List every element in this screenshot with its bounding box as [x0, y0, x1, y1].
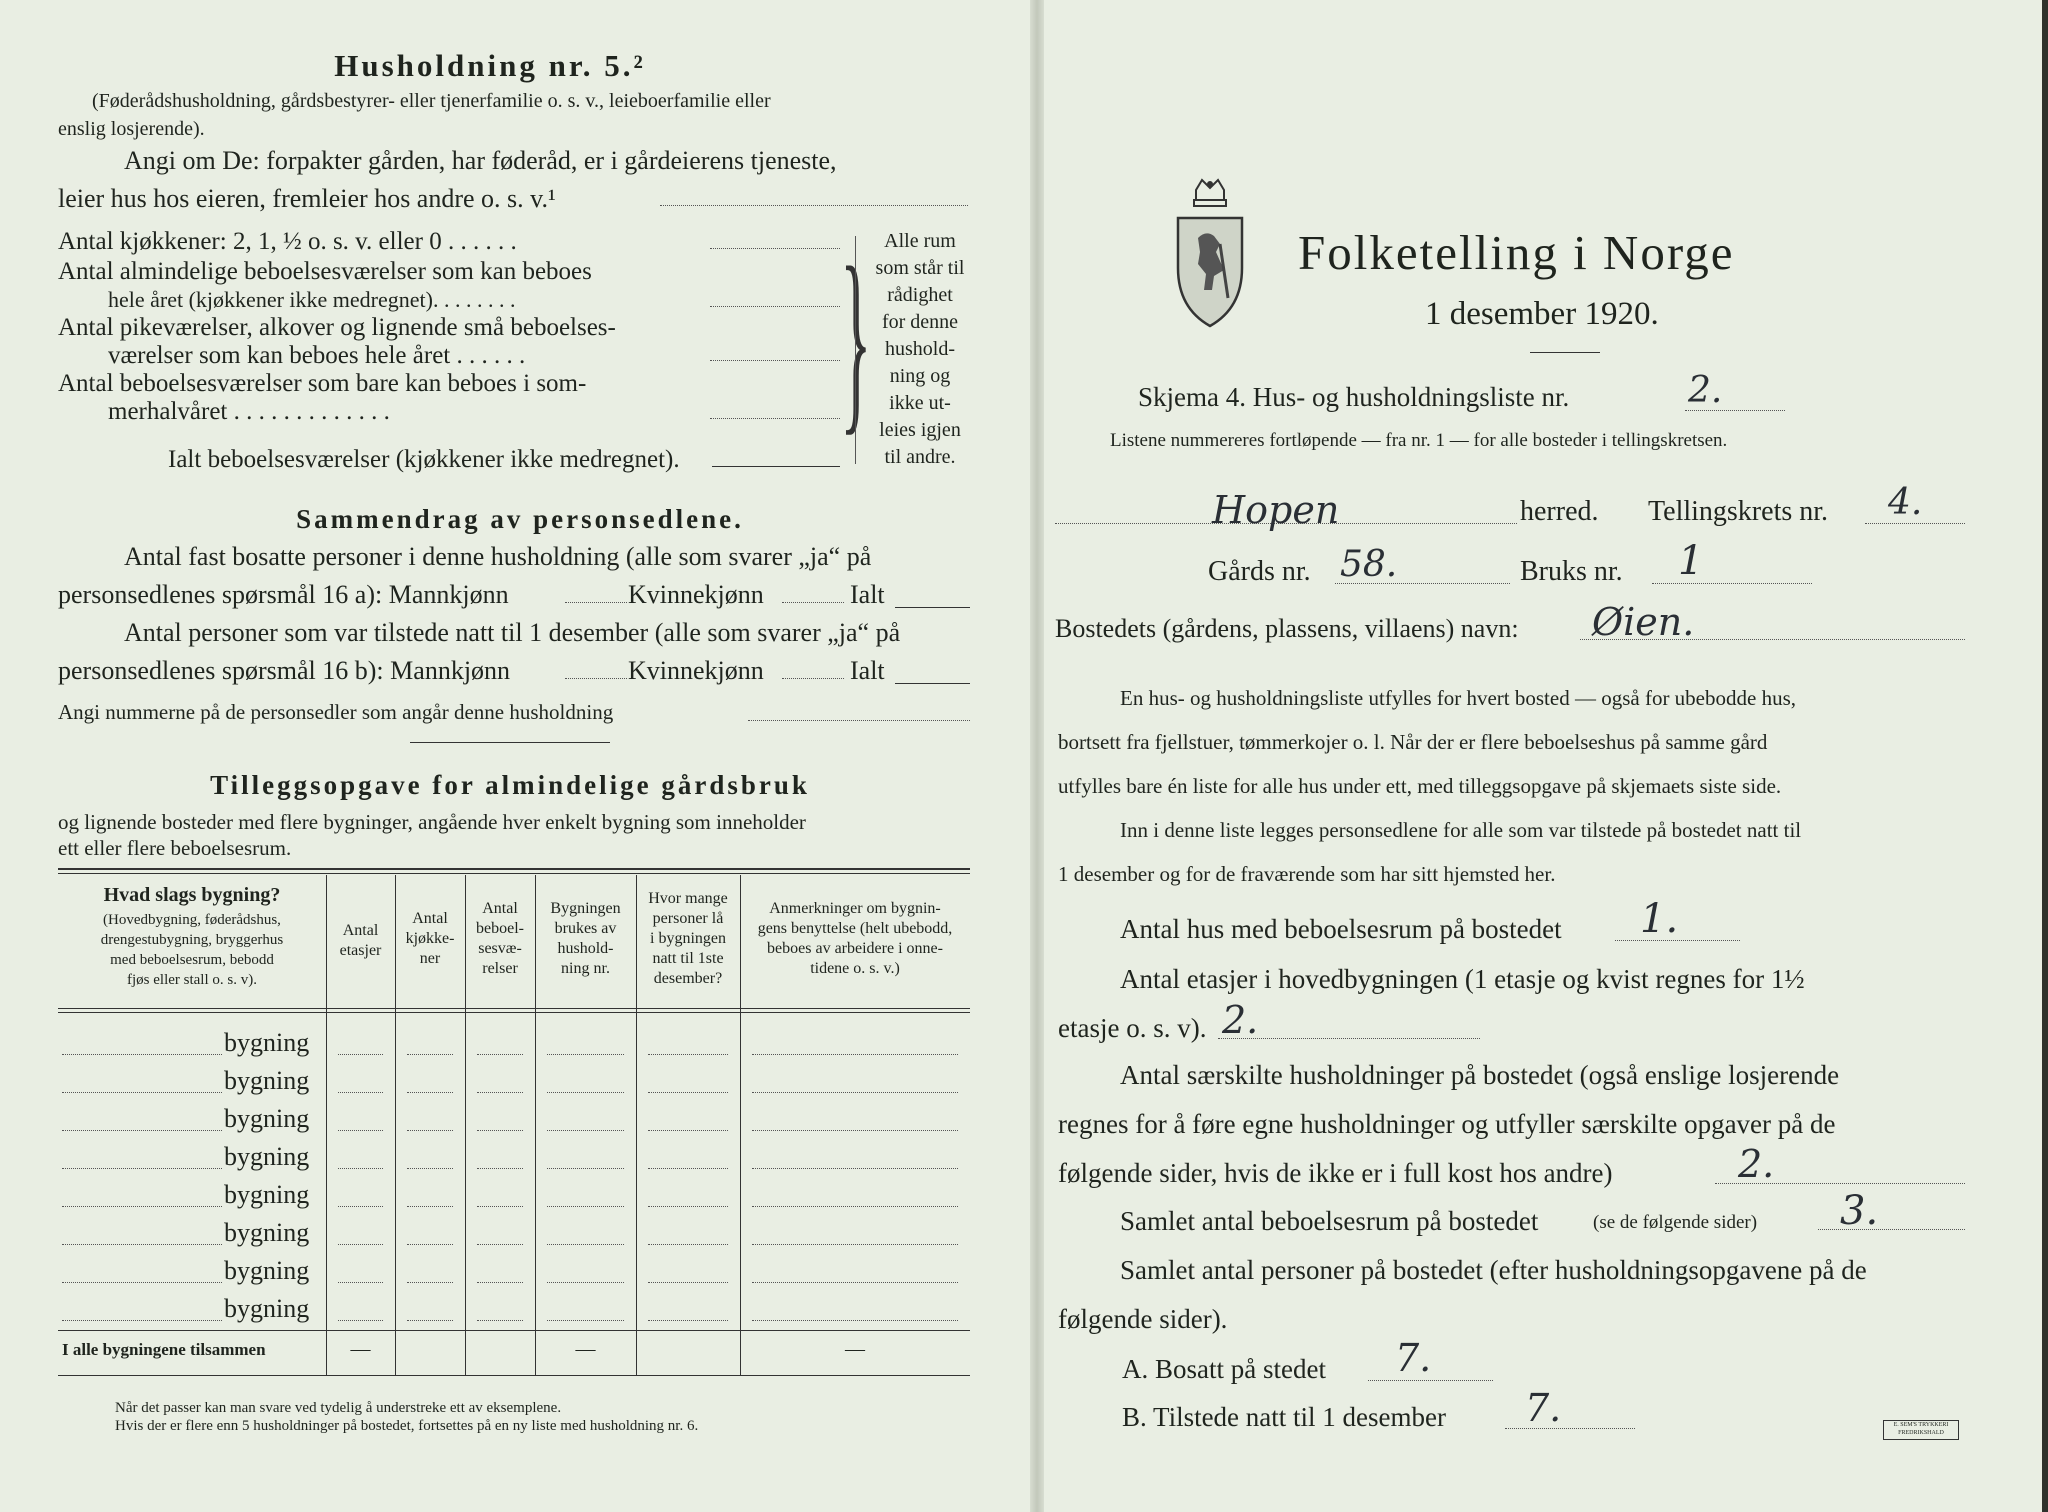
summary-tilstede-kvinner: Kvinnekjønn — [628, 656, 764, 685]
herred-label: herred. — [1520, 496, 1599, 527]
total-husholdning-dash: — — [575, 1338, 596, 1360]
rooms-summer-1: Antal beboelsesværelser som bare kan beboes i som- — [58, 370, 587, 397]
answer-small — [710, 360, 840, 361]
table-cell-line — [752, 1130, 958, 1131]
table-top-rule — [58, 868, 970, 870]
table-cell-line — [338, 1054, 383, 1055]
th-building-note: fjøs eller stall o. s. v). — [127, 972, 257, 988]
table-cell-line — [752, 1244, 958, 1245]
answer-nummerne — [748, 720, 970, 721]
table-cell-line — [648, 1244, 728, 1245]
angi-line-1: Angi om De: forpakter gården, har føderåd, er i gårdeierens tjeneste, — [124, 146, 837, 175]
rooms-ordinary-1: Antal almindelige beboelsesværelser som kan beboes — [58, 258, 592, 285]
side-note-line: for denne — [881, 311, 959, 333]
table-bottom-rule — [58, 1375, 970, 1376]
answer-ordinary — [710, 306, 840, 307]
q-bosatt-label: A. Bosatt på stedet — [1122, 1354, 1326, 1384]
building-type-line — [62, 1092, 222, 1093]
angi-line-2: leier hus hos eieren, fremleier hos andre o. s. v.¹ — [58, 184, 556, 213]
intro-line-1: (Føderådshusholdning, gårdsbestyrer- eller tjenerfamilie o. s. v., leieboerfamilie eller — [92, 90, 771, 112]
building-row-label: bygning — [224, 1180, 310, 1209]
table-cell-line — [338, 1092, 383, 1093]
table-cell-line — [338, 1168, 383, 1169]
th-vaerelser: Antal — [482, 900, 518, 917]
th-anmerkninger: tidene o. s. v.) — [810, 960, 900, 977]
angi-answer-line — [660, 205, 968, 206]
table-cell-line — [477, 1206, 523, 1207]
table-cell-line — [477, 1092, 523, 1093]
th-personer: Hvor mange — [648, 890, 728, 907]
brace-line — [855, 236, 856, 464]
table-cell-line — [547, 1168, 624, 1169]
th-building: Hvad slags bygning? — [103, 884, 281, 906]
q-pers-1: Samlet antal personer på bostedet (efter husholdningsopgavene på de — [1120, 1255, 1867, 1285]
census-date: 1 desember 1920. — [1425, 296, 1659, 332]
th-husholdning: hushold- — [557, 940, 614, 957]
table-total-rule — [58, 1330, 970, 1331]
supplement-intro-1: og lignende bosteder med flere bygninger, angående hver enkelt bygning som inneholder — [58, 810, 806, 834]
q-etasjer-2: etasje o. s. v). — [1058, 1013, 1207, 1043]
q-bosatt-value: 7. — [1395, 1336, 1432, 1380]
instruction-1: En hus- og husholdningsliste utfylles for hvert bosted — også for ubebodde hus, — [1120, 686, 1796, 710]
table-cell-line — [752, 1054, 958, 1055]
intro-line-2: enslig losjerende). — [58, 118, 205, 140]
total-etasjer-dash: — — [350, 1338, 371, 1360]
bosted-value: Øien. — [1592, 600, 1695, 644]
building-row-label: bygning — [224, 1142, 310, 1171]
building-type-line — [62, 1244, 222, 1245]
q-hush-2: regnes for å føre egne husholdninger og utfyller særskilte opgaver på de — [1058, 1109, 1836, 1139]
building-type-line — [62, 1168, 222, 1169]
bruks-line — [1652, 583, 1812, 584]
rooms-small-2: værelser som kan beboes hele året . . . . . . — [108, 342, 526, 369]
q-tilstede-value: 7. — [1525, 1386, 1562, 1430]
q-hush-3: følgende sider, hvis de ikke er i full kost hos andre) — [1058, 1158, 1613, 1188]
table-cell-line — [648, 1054, 728, 1055]
krets-line — [1865, 523, 1965, 524]
table-cell-line — [547, 1206, 624, 1207]
building-type-line — [62, 1130, 222, 1131]
building-row-label: bygning — [224, 1256, 310, 1285]
th-kjokkener: kjøkke- — [405, 930, 455, 947]
norway-coat-of-arms-icon — [1170, 178, 1250, 330]
answer-tilstede-ialt — [895, 683, 970, 684]
th-husholdning: Bygningen — [550, 900, 621, 917]
rooms-ordinary-2: hele året (kjøkkener ikke medregnet). . . . . . . . — [108, 287, 516, 312]
summary-tilstede-1: Antal personer som var tilstede natt til 1 desember (alle som svarer „ja“ på — [124, 618, 901, 647]
table-cell-line — [407, 1320, 453, 1321]
instruction-2: bortsett fra fjellstuer, tømmerkojer o. l. Når der er flere beboelseshus på samme gård — [1058, 730, 1768, 754]
rooms-small-1: Antal pikeværelser, alkover og lignende små beboelses- — [58, 314, 616, 341]
table-cell-line — [648, 1320, 728, 1321]
gards-value: 58. — [1340, 544, 1398, 585]
krets-label: Tellingskrets nr. — [1648, 496, 1829, 527]
q-etasjer-1: Antal etasjer i hovedbygningen (1 etasje og kvist regnes for 1½ — [1120, 964, 1805, 994]
th-personer: natt til 1ste — [652, 950, 724, 967]
q-hus-label: Antal hus med beboelsesrum på bostedet — [1120, 914, 1562, 944]
bosted-label: Bostedets (gårdens, plassens, villaens) navn: — [1055, 614, 1519, 643]
supplement-title: Tilleggsopgave for almindelige gårdsbruk — [210, 770, 810, 800]
brace: } — [840, 227, 872, 454]
th-kjokkener: Antal — [412, 910, 448, 927]
table-cell-line — [547, 1130, 624, 1131]
answer-tilstede-kvinner — [782, 678, 844, 679]
section-divider — [410, 742, 610, 743]
table-cell-line — [477, 1130, 523, 1131]
answer-tilstede-menn — [565, 678, 627, 679]
table-cell-line — [752, 1320, 958, 1321]
building-type-line — [62, 1054, 222, 1055]
table-cell-line — [547, 1054, 624, 1055]
summary-bosatte-1: Antal fast bosatte personer i denne husholdning (alle som svarer „ja“ på — [124, 542, 872, 571]
table-top-rule-2 — [58, 873, 970, 874]
answer-kitchens — [710, 248, 840, 249]
table-cell-line — [477, 1244, 523, 1245]
rooms-summer-2: merhalvåret . . . . . . . . . . . . . — [108, 398, 390, 425]
numbering-note: Listene nummereres fortløpende — fra nr. 1 — for alle bosteder i tellingskretsen. — [1110, 430, 1728, 451]
side-note-line: ning og — [889, 365, 951, 387]
table-cell-line — [648, 1092, 728, 1093]
th-anmerkninger: Anmerkninger om bygnin- — [769, 900, 941, 917]
q-rum-label: Samlet antal beboelsesrum på bostedet — [1120, 1206, 1539, 1236]
answer-summer — [710, 418, 840, 419]
th-etasjer: etasjer — [339, 942, 382, 959]
title-rule — [1530, 352, 1600, 353]
table-cell-line — [648, 1130, 728, 1131]
table-cell-line — [338, 1244, 383, 1245]
table-cell-line — [547, 1244, 624, 1245]
q-etasjer-value: 2. — [1222, 998, 1259, 1042]
rooms-total: Ialt beboelsesværelser (kjøkkener ikke medregnet). — [168, 446, 680, 473]
building-row-label: bygning — [224, 1028, 310, 1057]
summary-nummerne: Angi nummerne på de personsedler som angår denne husholdning — [58, 700, 614, 724]
table-cell-line — [407, 1206, 453, 1207]
summary-bosatte-ialt: Ialt — [850, 580, 885, 609]
building-type-line — [62, 1282, 222, 1283]
table-header-rule-2 — [58, 1012, 970, 1013]
supplement-intro-2: ett eller flere beboelsesrum. — [58, 836, 292, 860]
total-anmerkning-dash: — — [845, 1338, 865, 1360]
side-note-line: ikke ut- — [889, 392, 951, 414]
q-hus-value: 1. — [1640, 896, 1679, 942]
census-title: Folketelling i Norge — [1298, 225, 1735, 280]
schema-label: Skjema 4. Hus- og husholdningsliste nr. — [1138, 382, 1570, 412]
instruction-5: 1 desember og for de fraværende som har sitt hjemsted her. — [1058, 862, 1556, 886]
summary-tilstede-2: personsedlenes spørsmål 16 b): Mannkjønn — [58, 656, 511, 685]
th-vaerelser: sesvæ- — [478, 940, 522, 957]
table-cell-line — [407, 1092, 453, 1093]
q-rum-note: (se de følgende sider) — [1593, 1212, 1758, 1233]
table-cell-line — [648, 1168, 728, 1169]
side-note-line: Alle rum — [884, 230, 956, 252]
table-cell-line — [338, 1130, 383, 1131]
table-cell-line — [648, 1206, 728, 1207]
footnote-1: Når det passer kan man svare ved tydelig å understreke ett av eksemplene. — [115, 1400, 562, 1416]
herred-value: Hopen — [1212, 488, 1340, 532]
side-note-line: rådighet — [887, 284, 953, 306]
schema-value: 2. — [1688, 370, 1723, 411]
table-cell-line — [407, 1244, 453, 1245]
table-cell-line — [338, 1282, 383, 1283]
summary-bosatte-2: personsedlenes spørsmål 16 a): Mannkjønn — [58, 580, 509, 609]
q-hush-value: 2. — [1738, 1142, 1775, 1186]
th-kjokkener: ner — [419, 950, 441, 967]
table-cell-line — [547, 1092, 624, 1093]
th-building-note: (Hovedbygning, føderådshus, — [103, 912, 281, 928]
table-cell-line — [477, 1054, 523, 1055]
side-note-line: som står til — [875, 257, 965, 279]
building-type-line — [62, 1320, 222, 1321]
footnote-2: Hvis der er flere enn 5 husholdninger på bostedet, fortsettes på en ny liste med husholdning nr. 6. — [115, 1418, 699, 1434]
th-etasjer: Antal — [342, 922, 379, 939]
th-husholdning: brukes av — [554, 920, 617, 937]
table-cell-line — [752, 1092, 958, 1093]
th-husholdning: ning nr. — [561, 960, 610, 977]
table-cell-line — [407, 1168, 453, 1169]
bruks-label: Bruks nr. — [1520, 556, 1623, 587]
side-note-line: hushold- — [885, 338, 955, 360]
table-cell-line — [407, 1282, 453, 1283]
table-cell-line — [407, 1130, 453, 1131]
household-title: Husholdning nr. 5.² — [334, 48, 646, 83]
answer-bosatte-ialt — [895, 607, 970, 608]
q-hush-1: Antal særskilte husholdninger på bostedet (også enslige losjerende — [1120, 1060, 1840, 1090]
bruks-value: 1 — [1678, 538, 1704, 584]
summary-bosatte-kvinner: Kvinnekjønn — [628, 580, 764, 609]
building-row-label: bygning — [224, 1066, 310, 1095]
th-building-note: med beboelsesrum, bebodd — [110, 952, 274, 968]
th-vaerelser: relser — [482, 960, 518, 977]
table-cell-line — [752, 1282, 958, 1283]
sheet-edge — [2042, 0, 2048, 1512]
summary-tilstede-ialt: Ialt — [850, 656, 885, 685]
rooms-kitchens: Antal kjøkkener: 2, 1, ½ o. s. v. eller 0 . . . . . . — [58, 228, 517, 255]
summary-title: Sammendrag av personsedlene. — [296, 504, 744, 534]
q-rum-value: 3. — [1840, 1188, 1879, 1234]
table-cell-line — [547, 1282, 624, 1283]
table-cell-line — [477, 1168, 523, 1169]
th-personer: i bygningen — [650, 930, 726, 947]
th-building-note: drengestubygning, bryggerhus — [100, 932, 284, 948]
table-cell-line — [752, 1206, 958, 1207]
table-cell-line — [407, 1054, 453, 1055]
building-row-label: bygning — [224, 1104, 310, 1133]
th-vaerelser: beboel- — [476, 920, 524, 937]
q-bosatt-line — [1368, 1380, 1493, 1381]
th-anmerkninger: gens benyttelse (helt ubebodd, — [757, 920, 953, 937]
side-note-line: til andre. — [884, 446, 956, 468]
th-personer: desember? — [653, 970, 723, 987]
table-cell-line — [338, 1206, 383, 1207]
gards-label: Gårds nr. — [1208, 556, 1311, 587]
printer-stamp: E. SEM'S TRYKKERI FREDRIKSHALD — [1883, 1420, 1959, 1440]
page-fold — [1030, 0, 1044, 1512]
krets-value: 4. — [1888, 482, 1923, 523]
table-header-rule — [58, 1008, 970, 1009]
building-row-label: bygning — [224, 1218, 310, 1247]
total-label: I alle bygningene tilsammen — [62, 1340, 266, 1359]
instruction-4: Inn i denne liste legges personsedlene for alle som var tilstede på bostedet natt til — [1120, 818, 1802, 842]
table-cell-line — [477, 1282, 523, 1283]
side-note-line: leies igjen — [879, 419, 961, 441]
table-cell-line — [477, 1320, 523, 1321]
answer-bosatte-kvinner — [782, 602, 844, 603]
table-cell-line — [547, 1320, 624, 1321]
building-row-label: bygning — [224, 1294, 310, 1323]
q-pers-2: følgende sider). — [1058, 1304, 1228, 1334]
q-tilstede-label: B. Tilstede natt til 1 desember — [1122, 1402, 1446, 1432]
building-type-line — [62, 1206, 222, 1207]
table-cell-line — [338, 1320, 383, 1321]
table-cell-line — [648, 1282, 728, 1283]
th-anmerkninger: beboes av arbeidere i onne- — [767, 940, 943, 957]
answer-bosatte-menn — [565, 602, 627, 603]
instruction-3: utfylles bare én liste for alle hus under ett, med tilleggsopgave på skjemaets siste side. — [1058, 774, 1782, 798]
table-cell-line — [752, 1168, 958, 1169]
th-personer: personer lå — [652, 910, 724, 927]
answer-total — [712, 466, 840, 467]
